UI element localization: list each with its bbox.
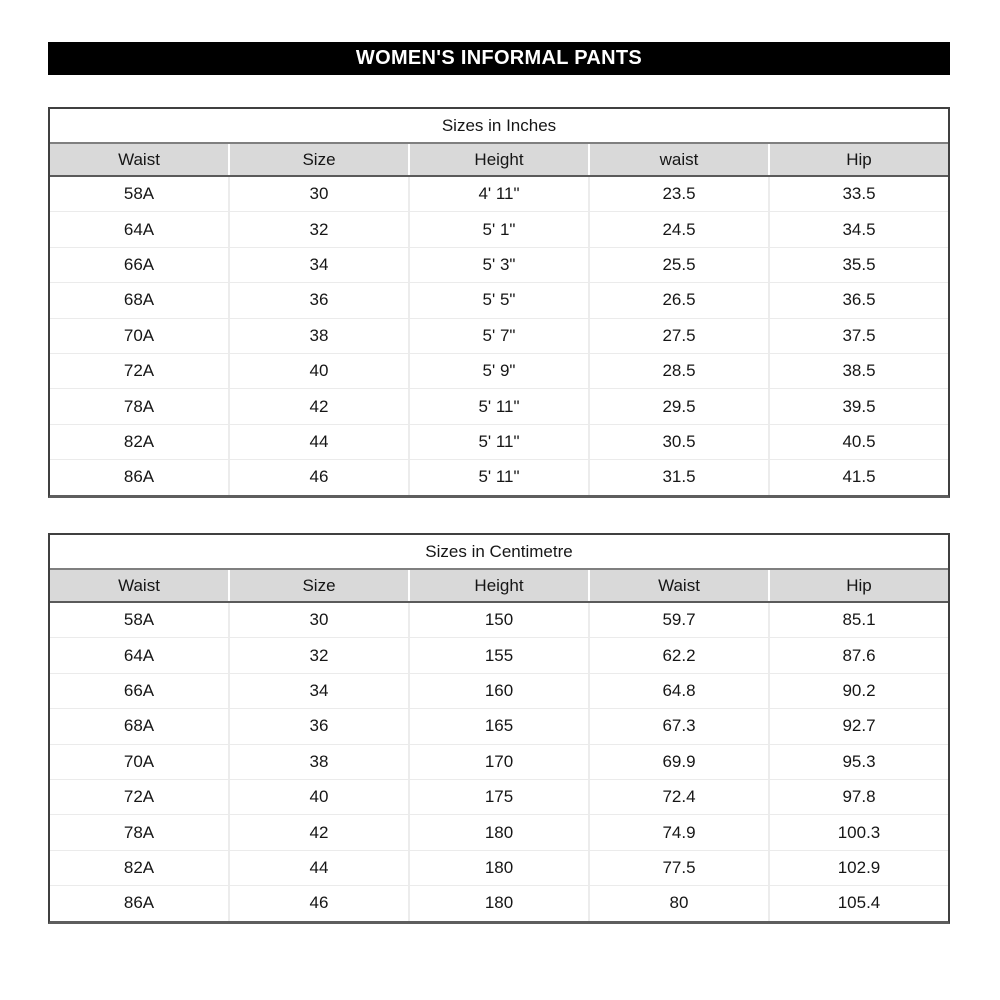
table-header-row — [50, 570, 948, 603]
data-cell: 35.5 — [768, 248, 948, 282]
data-cell: 95.3 — [768, 745, 948, 779]
data-cell: 36 — [228, 283, 408, 317]
table-row — [50, 850, 948, 885]
data-cell: 66A — [123, 254, 155, 274]
data-cell: 78A — [123, 396, 155, 416]
data-cell: 64A — [123, 645, 155, 665]
data-cell: 32 — [228, 212, 408, 246]
data-cell: 68A — [123, 716, 155, 736]
table-grid — [50, 570, 948, 921]
table-grid — [50, 144, 948, 495]
table-row — [50, 708, 948, 743]
header-cell: Size — [228, 570, 408, 601]
data-cell: 44 — [228, 851, 408, 885]
data-cell: 46 — [228, 886, 408, 920]
data-cell: 160 — [408, 674, 588, 708]
data-cell: 28.5 — [588, 354, 768, 388]
data-cell: 24.5 — [588, 212, 768, 246]
table-row — [50, 424, 948, 459]
data-cell: 62.2 — [588, 638, 768, 672]
data-cell: 180 — [408, 886, 588, 920]
table-row — [50, 282, 948, 317]
data-cell: 64A — [123, 219, 155, 239]
data-cell: 82A — [123, 857, 155, 877]
sizes-in-centimetre-table — [48, 533, 950, 924]
data-cell: 86A — [123, 467, 155, 487]
header-cell: Waist — [50, 144, 228, 175]
data-cell: 170 — [408, 745, 588, 779]
data-cell: 90.2 — [768, 674, 948, 708]
table-title: Sizes in Inches — [50, 109, 948, 144]
data-cell: 4' 11" — [408, 177, 588, 211]
data-cell: 72A — [123, 361, 155, 381]
data-cell: 29.5 — [588, 389, 768, 423]
data-cell: 5' 3" — [408, 248, 588, 282]
data-cell: 70A — [123, 751, 155, 771]
page-title-banner — [48, 42, 950, 75]
data-cell: 72A — [123, 787, 155, 807]
data-cell: 34 — [228, 248, 408, 282]
data-cell: 5' 11" — [408, 460, 588, 494]
sizes-in-inches-table — [48, 107, 950, 498]
data-cell: 39.5 — [768, 389, 948, 423]
data-cell: 69.9 — [588, 745, 768, 779]
data-cell: 36.5 — [768, 283, 948, 317]
data-cell: 155 — [408, 638, 588, 672]
header-cell: Hip — [768, 570, 948, 601]
data-cell: 30.5 — [588, 425, 768, 459]
data-cell: 44 — [228, 425, 408, 459]
data-cell: 40 — [228, 354, 408, 388]
table-title: Sizes in Centimetre — [50, 535, 948, 570]
data-cell: 36 — [228, 709, 408, 743]
data-cell: 5' 5" — [408, 283, 588, 317]
data-cell: 5' 1" — [408, 212, 588, 246]
data-cell: 72.4 — [588, 780, 768, 814]
data-cell: 82A — [123, 431, 155, 451]
data-cell: 78A — [123, 822, 155, 842]
header-cell: waist — [588, 144, 768, 175]
data-cell: 40 — [228, 780, 408, 814]
data-cell: 150 — [408, 603, 588, 637]
data-cell: 77.5 — [588, 851, 768, 885]
data-cell: 180 — [408, 815, 588, 849]
data-cell: 5' 9" — [408, 354, 588, 388]
data-cell: 34.5 — [768, 212, 948, 246]
data-cell: 26.5 — [588, 283, 768, 317]
data-cell: 58A — [123, 610, 155, 630]
data-cell: 42 — [228, 815, 408, 849]
table-row — [50, 603, 948, 637]
table-row — [50, 247, 948, 282]
data-cell: 68A — [123, 290, 155, 310]
header-cell: Waist — [588, 570, 768, 601]
data-cell: 59.7 — [588, 603, 768, 637]
data-cell: 40.5 — [768, 425, 948, 459]
data-cell: 66A — [123, 680, 155, 700]
data-cell: 5' 7" — [408, 319, 588, 353]
data-cell: 100.3 — [768, 815, 948, 849]
data-cell: 74.9 — [588, 815, 768, 849]
data-cell: 31.5 — [588, 460, 768, 494]
table-row — [50, 177, 948, 211]
data-cell: 175 — [408, 780, 588, 814]
table-row — [50, 353, 948, 388]
data-cell: 38 — [228, 319, 408, 353]
data-cell: 5' 11" — [408, 389, 588, 423]
data-cell: 85.1 — [768, 603, 948, 637]
data-cell: 34 — [228, 674, 408, 708]
data-cell: 38 — [228, 745, 408, 779]
header-cell: Height — [408, 144, 588, 175]
header-cell: Hip — [768, 144, 948, 175]
data-cell: 64.8 — [588, 674, 768, 708]
table-row — [50, 459, 948, 494]
data-cell: 37.5 — [768, 319, 948, 353]
data-cell: 58A — [123, 184, 155, 204]
data-cell: 180 — [408, 851, 588, 885]
table-row — [50, 211, 948, 246]
data-cell: 42 — [228, 389, 408, 423]
table-row — [50, 637, 948, 672]
data-cell: 27.5 — [588, 319, 768, 353]
data-cell: 70A — [123, 325, 155, 345]
data-cell: 23.5 — [588, 177, 768, 211]
data-cell: 30 — [228, 177, 408, 211]
table-row — [50, 318, 948, 353]
data-cell: 92.7 — [768, 709, 948, 743]
page-title: WOMEN'S INFORMAL PANTS — [355, 47, 643, 69]
data-cell: 38.5 — [768, 354, 948, 388]
table-row — [50, 779, 948, 814]
data-cell: 102.9 — [768, 851, 948, 885]
data-cell: 165 — [408, 709, 588, 743]
table-row — [50, 673, 948, 708]
table-row — [50, 814, 948, 849]
data-cell: 97.8 — [768, 780, 948, 814]
data-cell: 5' 11" — [408, 425, 588, 459]
data-cell: 67.3 — [588, 709, 768, 743]
data-cell: 105.4 — [768, 886, 948, 920]
data-cell: 25.5 — [588, 248, 768, 282]
header-cell: Waist — [50, 570, 228, 601]
data-cell: 46 — [228, 460, 408, 494]
header-cell: Height — [408, 570, 588, 601]
data-cell: 87.6 — [768, 638, 948, 672]
table-row — [50, 388, 948, 423]
table-row — [50, 885, 948, 920]
table-header-row — [50, 144, 948, 177]
data-cell: 32 — [228, 638, 408, 672]
data-cell: 33.5 — [768, 177, 948, 211]
data-cell: 86A — [123, 893, 155, 913]
data-cell: 30 — [228, 603, 408, 637]
data-cell: 80 — [588, 886, 768, 920]
table-row — [50, 744, 948, 779]
data-cell: 41.5 — [768, 460, 948, 494]
header-cell: Size — [228, 144, 408, 175]
